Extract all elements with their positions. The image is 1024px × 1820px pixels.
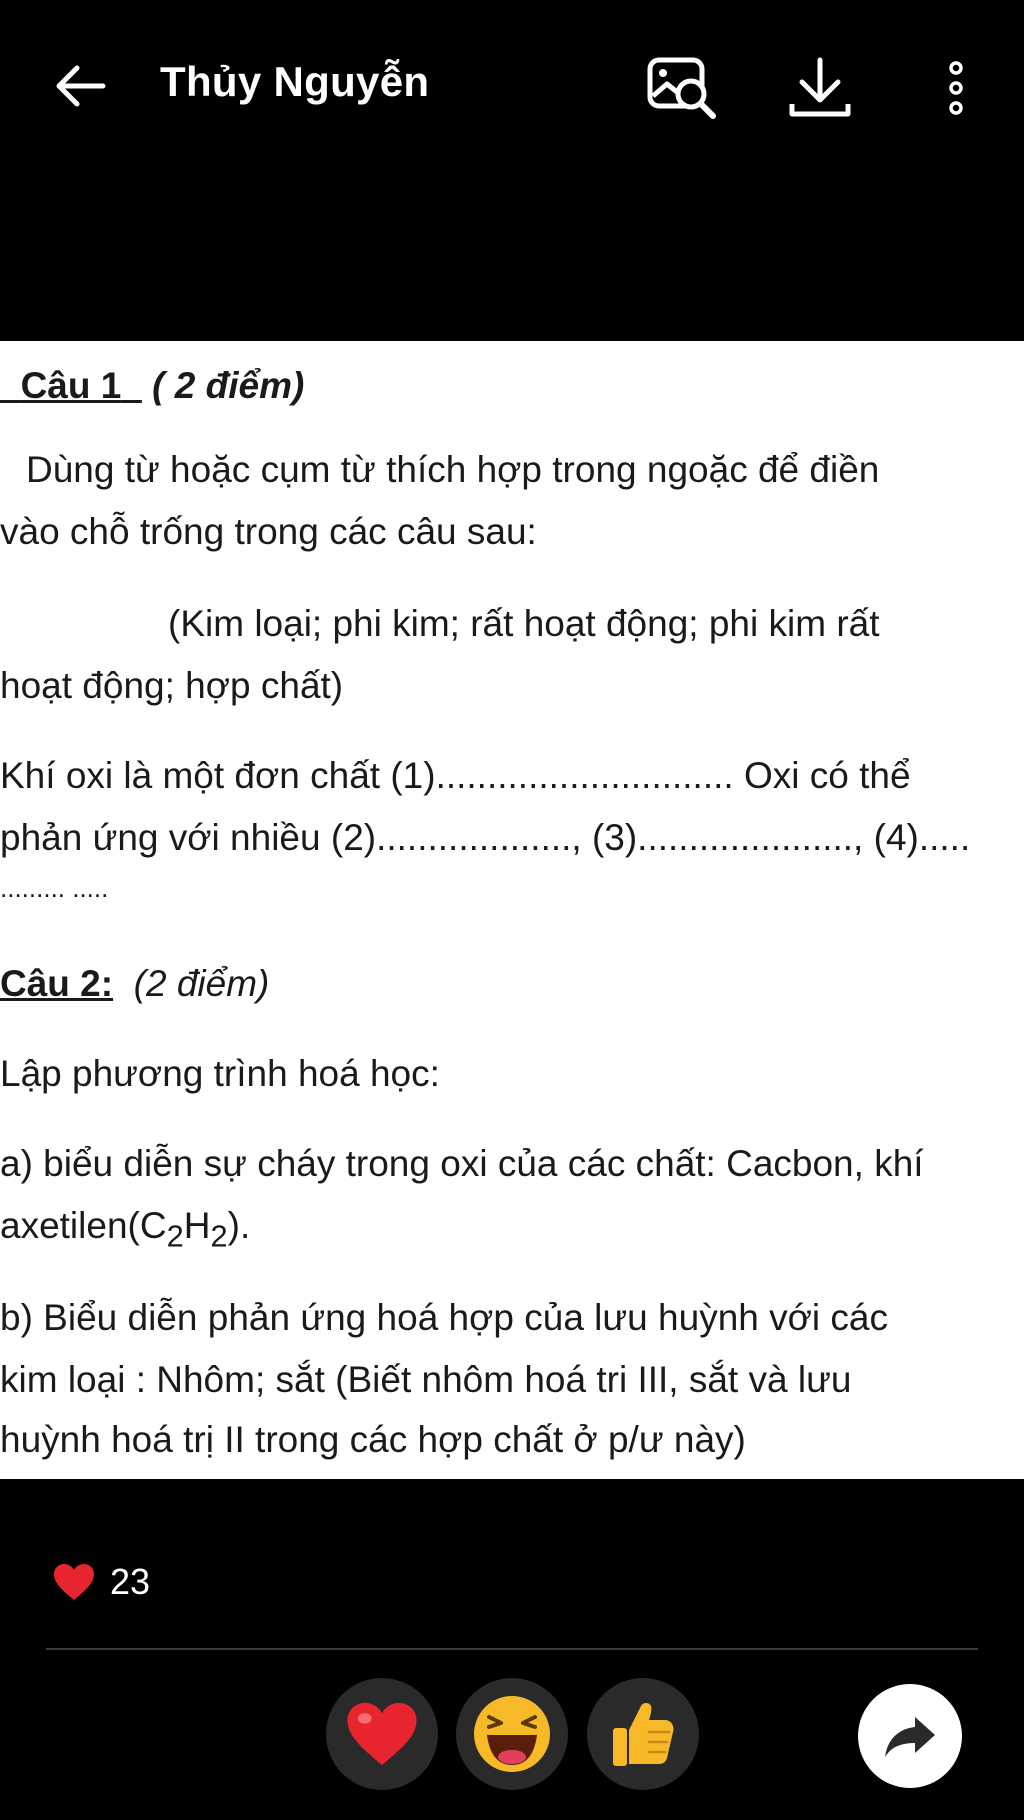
laughing-face-icon (471, 1693, 553, 1775)
q1-sentence-line-3: ......... ..... (0, 873, 109, 903)
top-bar (0, 0, 1024, 170)
more-options-button[interactable] (916, 48, 996, 128)
q2-a-line-2: $axetilen(C_2H_2)$. (0, 1205, 251, 1254)
thumbs-up-icon (605, 1696, 681, 1772)
download-button[interactable] (780, 48, 860, 128)
q2-intro: Lập phương trình hoá học: (0, 1053, 440, 1094)
image-search-icon (645, 52, 721, 124)
heart-icon (52, 1562, 96, 1602)
q1-instruction-line-2: vào chỗ trống trong các câu sau: (0, 511, 537, 552)
page-title: Thủy Nguyễn (160, 58, 430, 105)
q1-options-line-2: hoạt động; hợp chất) (0, 665, 344, 706)
question-1-heading (0, 365, 304, 407)
q2-b-line-3: huỳnh hoá trị II trong các hợp chất ở p/ư này) (0, 1419, 746, 1460)
question-1-points: ( 2 điểm) (152, 365, 305, 406)
heart-reaction-icon (344, 1699, 420, 1769)
q2-b-line-1: b) Biểu diễn phản ứng hoá hợp của lưu huỳnh với các (0, 1297, 888, 1338)
share-button[interactable] (858, 1684, 962, 1788)
reaction-summary[interactable] (52, 1557, 150, 1607)
question-2-label: Câu 2: (0, 963, 114, 1004)
image-search-button[interactable] (643, 48, 723, 128)
q2-b-line-2: kim loại : Nhôm; sắt (Biết nhôm hoá tri III, sắt và lưu (0, 1359, 852, 1400)
download-icon (784, 52, 856, 124)
q2-a-line-1: a) biểu diễn sự cháy trong oxi của các chất: Cacbon, khí (0, 1143, 924, 1184)
document-image[interactable] (0, 341, 1024, 1479)
question-1-label: Câu 1 (20, 365, 122, 406)
like-reaction-button[interactable] (587, 1678, 699, 1790)
share-icon (883, 1713, 937, 1759)
back-arrow-icon (51, 62, 107, 110)
question-2-heading (0, 963, 269, 1005)
q1-sentence-line-1: Khí oxi là một đơn chất (1)............................. Oxi có thể (0, 755, 911, 796)
q1-options-line-1: (Kim loại; phi kim; rất hoạt động; phi kim rất (168, 603, 880, 644)
haha-reaction-button[interactable] (456, 1678, 568, 1790)
q1-sentence-line-2: phản ứng với nhiều (2)..................., (3)....................., (4)..... (0, 817, 971, 858)
question-2-points: (2 điểm) (133, 963, 270, 1004)
like-count: 23 (110, 1561, 151, 1602)
more-vertical-icon (944, 60, 968, 116)
divider (46, 1648, 978, 1650)
heart-reaction-button[interactable] (326, 1678, 438, 1790)
q1-instruction-line-1: Dùng từ hoặc cụm từ thích hợp trong ngoặc để điền (26, 449, 880, 490)
back-button[interactable] (44, 56, 114, 116)
